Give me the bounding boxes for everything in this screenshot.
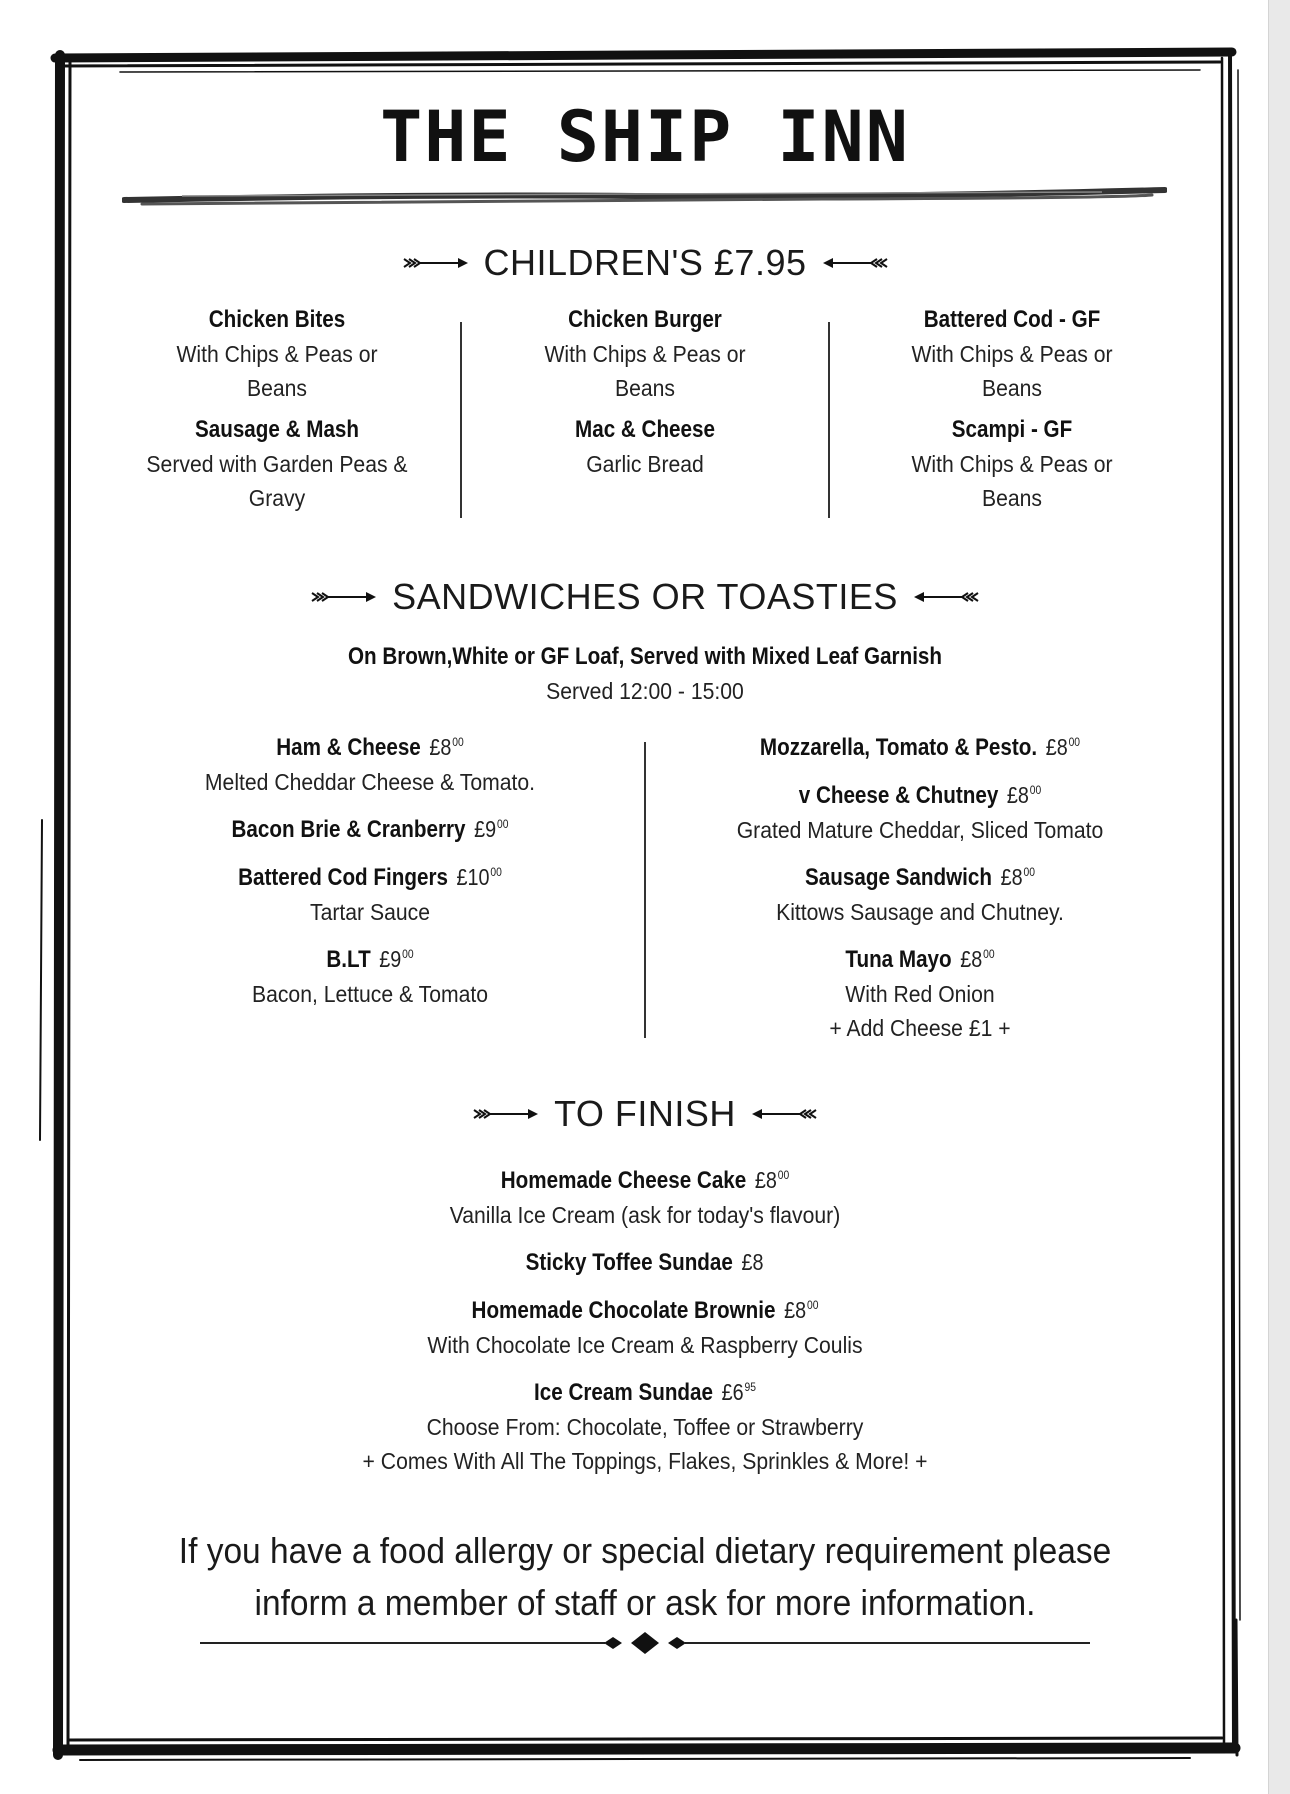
childrens-column-1 bbox=[117, 303, 437, 515]
arrow-right-icon bbox=[402, 255, 470, 271]
arrow-left-icon bbox=[821, 255, 889, 271]
menu-item-description: Garlic Bread bbox=[586, 451, 704, 477]
finish-heading bbox=[0, 1093, 1290, 1135]
menu-item-description: With Chips & Peas or bbox=[911, 451, 1113, 477]
menu-item-name: Ham & Cheese $£8^{00}$ bbox=[276, 734, 464, 761]
menu-item-description: Gravy bbox=[248, 485, 306, 511]
menu-item-description: Tartar Sauce bbox=[310, 899, 430, 925]
menu-item-name: Mozzarella, Tomato & Pesto. $£8^{00}$ bbox=[759, 734, 1081, 761]
allergy-line: inform a member of staff or ask for more information. bbox=[254, 1582, 1036, 1623]
menu-item-name: Chicken Bites bbox=[208, 306, 346, 333]
menu-item-description: With Chocolate Ice Cream & Raspberry Coulis bbox=[427, 1332, 863, 1358]
menu-item-price: $£9^{00}$ bbox=[474, 816, 509, 842]
column-divider bbox=[644, 742, 646, 1038]
menu-item-name: Chicken Burger bbox=[568, 306, 722, 333]
menu-item-description: Beans bbox=[614, 375, 676, 401]
menu-item-price: $£8^{00}$ bbox=[1045, 734, 1081, 760]
sandwiches-left-column bbox=[140, 725, 600, 1011]
menu-item-description: + Comes With All The Toppings, Flakes, Sprinkles & More! + bbox=[362, 1448, 928, 1474]
menu-item-name: Mac & Cheese bbox=[575, 416, 715, 443]
menu-item-price: $£8^{00}$ bbox=[429, 734, 464, 760]
allergy-notice bbox=[45, 1525, 1245, 1629]
childrens-heading bbox=[0, 242, 1290, 284]
restaurant-title: THE SHIP INN bbox=[380, 96, 910, 178]
arrow-left-icon bbox=[912, 589, 980, 605]
menu-item-description: Beans bbox=[981, 485, 1043, 511]
menu-item-price: $£8^{00}$ bbox=[1006, 782, 1042, 808]
arrow-right-icon bbox=[310, 589, 378, 605]
sandwiches-right-column bbox=[690, 725, 1150, 1045]
menu-item-name: Ice Cream Sundae $£6^{95}$ bbox=[534, 1379, 756, 1406]
menu-item-name: Homemade Cheese Cake $£8^{00}$ bbox=[500, 1167, 790, 1194]
column-divider bbox=[460, 322, 462, 518]
menu-item-description: Beans bbox=[246, 375, 308, 401]
menu-item-description: Bacon, Lettuce & Tomato bbox=[251, 981, 489, 1007]
sandwiches-served-hours: Served 12:00 - 15:00 bbox=[546, 678, 744, 704]
menu-item-name: Sausage Sandwich $£8^{00}$ bbox=[805, 864, 1035, 891]
finish-items bbox=[245, 1158, 1045, 1478]
menu-item-price: $£8^{00}$ bbox=[754, 1167, 790, 1193]
menu-item-description: With Chips & Peas or bbox=[911, 341, 1113, 367]
menu-item-description: With Chips & Peas or bbox=[544, 341, 746, 367]
menu-item-name: v Cheese & Chutney $£8^{00}$ bbox=[798, 782, 1042, 809]
childrens-heading-label: CHILDREN'S £7.95 bbox=[483, 242, 807, 283]
sandwiches-heading bbox=[0, 576, 1290, 618]
menu-item-price: $£8^{00}$ bbox=[960, 946, 995, 972]
menu-item-price: $£9^{00}$ bbox=[379, 946, 414, 972]
menu-item-price: $£10^{00}$ bbox=[456, 864, 502, 890]
menu-item-description: With Red Onion bbox=[845, 981, 995, 1007]
menu-item-price: £8 bbox=[741, 1249, 764, 1275]
menu-item-description: With Chips & Peas or bbox=[176, 341, 378, 367]
allergy-line: If you have a food allergy or special dietary requirement please bbox=[178, 1530, 1112, 1571]
menu-item-price: $£8^{00}$ bbox=[1000, 864, 1035, 890]
menu-item-name: Battered Cod Fingers $£10^{00}$ bbox=[238, 864, 502, 891]
menu-item-description: Melted Cheddar Cheese & Tomato. bbox=[204, 769, 536, 795]
diamond-divider bbox=[200, 1630, 1090, 1656]
menu-item-price: $£8^{00}$ bbox=[784, 1297, 819, 1323]
menu-item-description: Served with Garden Peas & bbox=[146, 451, 408, 477]
menu-item-description: Vanilla Ice Cream (ask for today's flavour) bbox=[449, 1202, 841, 1228]
menu-item-price: $£6^{95}$ bbox=[721, 1379, 756, 1405]
sandwiches-subheading: On Brown,White or GF Loaf, Served with Mixed Leaf Garnish bbox=[347, 643, 943, 670]
menu-item-name: Sausage & Mash bbox=[194, 416, 360, 443]
menu-item-description: Kittows Sausage and Chutney. bbox=[776, 899, 1064, 925]
menu-item-description: Beans bbox=[981, 375, 1043, 401]
menu-item-description: + Add Cheese £1 + bbox=[829, 1015, 1011, 1041]
menu-item-name: Sticky Toffee Sundae £8 bbox=[525, 1249, 764, 1276]
column-divider bbox=[828, 322, 830, 518]
finish-heading-label: TO FINISH bbox=[554, 1093, 736, 1134]
menu-item-name: Scampi - GF bbox=[951, 416, 1073, 443]
arrow-left-icon bbox=[750, 1106, 818, 1122]
sandwiches-intro bbox=[0, 640, 1290, 708]
childrens-column-2 bbox=[485, 303, 805, 481]
menu-item-description: Grated Mature Cheddar, Sliced Tomato bbox=[736, 817, 1104, 843]
menu-item-name: Tuna Mayo $£8^{00}$ bbox=[845, 946, 995, 973]
menu-item-name: Bacon Brie & Cranberry $£9^{00}$ bbox=[231, 816, 509, 843]
sandwiches-heading-label: SANDWICHES OR TOASTIES bbox=[392, 576, 898, 617]
menu-item-name: Homemade Chocolate Brownie $£8^{00}$ bbox=[471, 1297, 819, 1324]
menu-item-name: Battered Cod - GF bbox=[923, 306, 1101, 333]
title-underline-brush bbox=[122, 186, 1167, 208]
menu-item-description: Choose From: Chocolate, Toffee or Strawberry bbox=[426, 1414, 864, 1440]
childrens-column-3 bbox=[852, 303, 1172, 515]
arrow-right-icon bbox=[472, 1106, 540, 1122]
menu-item-name: B.LT $£9^{00}$ bbox=[326, 946, 414, 973]
